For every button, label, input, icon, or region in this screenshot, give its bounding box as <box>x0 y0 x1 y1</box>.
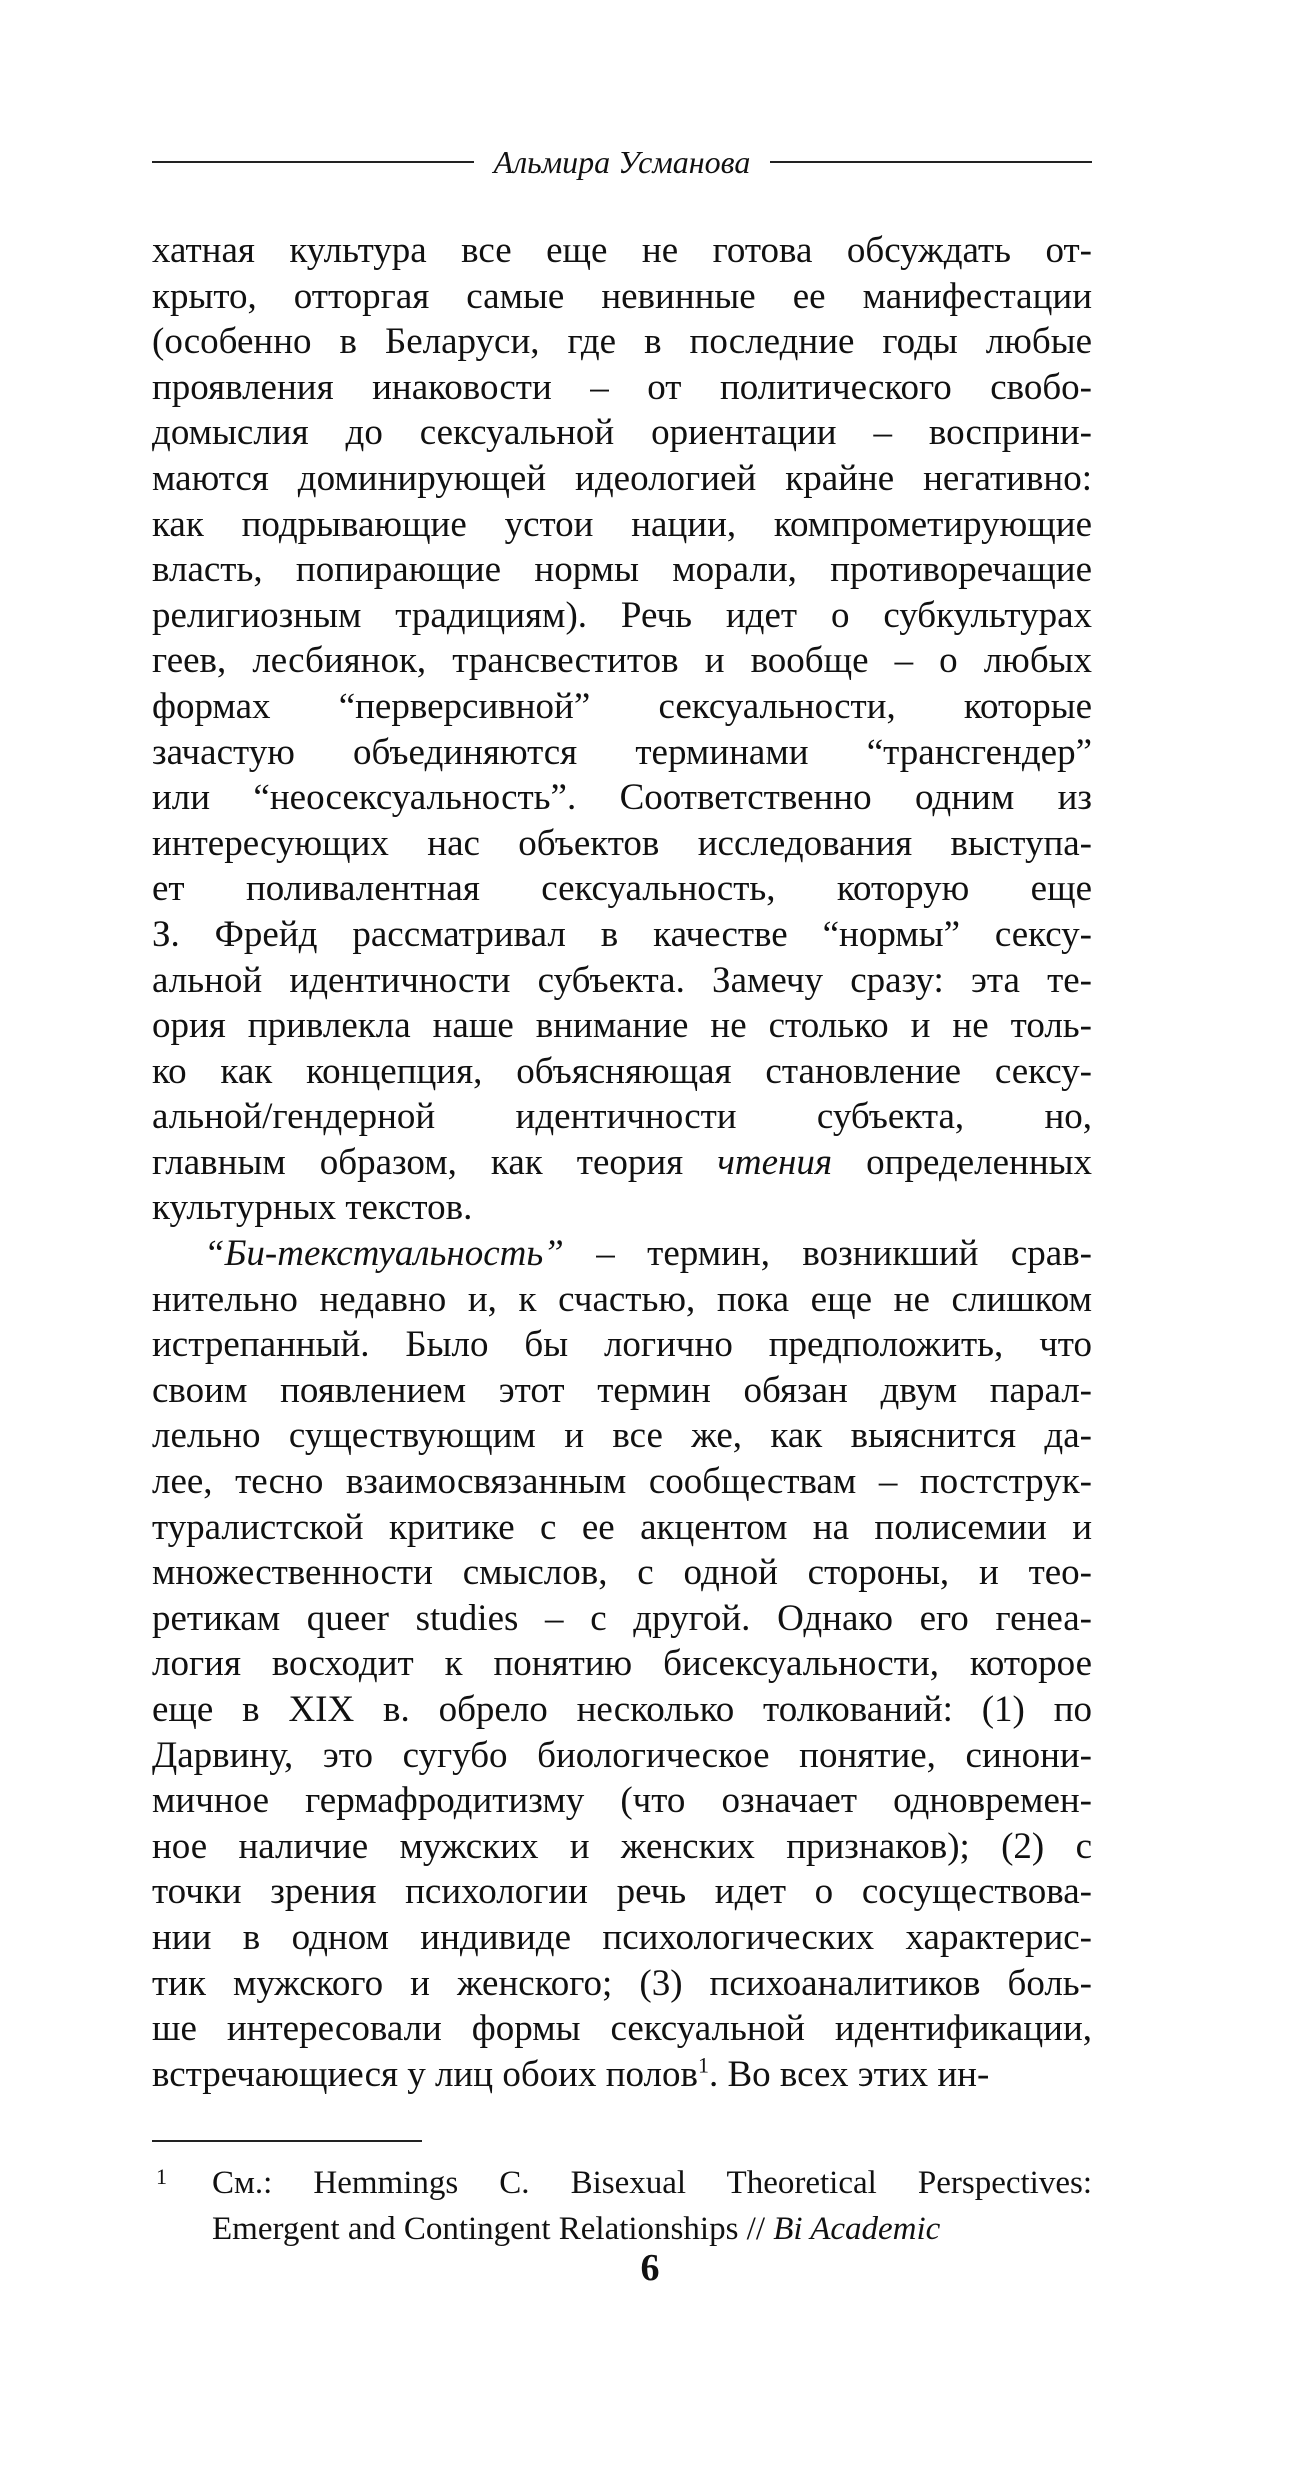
text-line: еще в XIX в. обрело несколько толкований: (1) по <box>152 1689 1092 1730</box>
footnote-italic-title: Bi Academic <box>773 2211 941 2247</box>
text-line: интересующих нас объектов исследования выступа- <box>152 822 1092 864</box>
page-number: 6 <box>640 2247 660 2289</box>
text-line: крыто, отторгая самые невинные ее манифестации <box>152 275 1092 317</box>
text-line: тик мужского и женского; (3) психоаналитиков боль- <box>152 1962 1092 2004</box>
italic-term-reading: чтения <box>717 1141 833 1183</box>
text-line: своим появлением этот термин обязан двум парал- <box>152 1369 1092 1411</box>
text-line: домыслия до сексуальной ориентации – восприни- <box>152 412 1092 454</box>
text-line: точки зрения психологии речь идет о сосуществова- <box>152 1871 1092 1913</box>
text-line: Дарвину, это сугубо биологическое понятие, синони- <box>152 1734 1092 1776</box>
italic-term-bitextuality: “Би-текстуальность” <box>204 1233 564 1275</box>
text-line: истрепанный. Было бы логично предположить, что <box>152 1324 1092 1366</box>
text-line: ко как концепция, объясняющая становление сексу- <box>152 1050 1092 1092</box>
text-line: или “неосексуальность”. Соответственно одним из <box>152 777 1092 819</box>
body-text <box>152 228 1092 2097</box>
text-line: религиозным традициям). Речь идет о субкультурах <box>152 594 1092 636</box>
text-line: З. Фрейд рассматривал в качестве “нормы” сексу- <box>152 913 1092 955</box>
text-line: культурных текстов. <box>152 1187 473 1229</box>
footnote-line-2: Emergent and Contingent Relationships // Bi Academic <box>212 2211 941 2247</box>
text-line: главным образом, как теория чтения определенных <box>152 1141 1092 1183</box>
running-header-author: Альмира Усманова <box>493 143 751 180</box>
header-rule-right <box>770 161 1092 163</box>
text-line: мичное гермафродитизму (что означает одновремен- <box>152 1780 1092 1822</box>
text-line: ет поливалентная сексуальность, которую еще <box>152 868 1092 910</box>
text-line: проявления инаковости – от политического свобо- <box>152 366 1092 408</box>
text-line: альной идентичности субъекта. Замечу сразу: эта те- <box>152 959 1092 1001</box>
text-line: нительно недавно и, к счастью, пока еще не слишком <box>152 1278 1092 1320</box>
text-line: маются доминирующей идеологией крайне негативно: <box>152 457 1092 499</box>
text-line: зачастую объединяются терминами “трансгендер” <box>152 731 1092 773</box>
paragraph-2 <box>152 1277 1092 2052</box>
paragraph-1 <box>152 228 1092 1140</box>
text-line: туралистской критике с ее акцентом на полисемии и <box>152 1506 1092 1548</box>
header-rule-left <box>152 161 474 163</box>
text-line: ное наличие мужских и женских признаков); (2) с <box>152 1825 1092 1867</box>
text-line: (особенно в Беларуси, где в последние годы любые <box>152 321 1092 363</box>
text-line: лельно существующим и все же, как выяснится да- <box>152 1415 1092 1457</box>
footnote-reference[interactable]: 1 <box>698 2052 709 2078</box>
text-line: как подрывающие устои нации, компрометирующие <box>152 503 1092 545</box>
footnote-number: 1 <box>156 2164 167 2189</box>
text-line: логия восходит к понятию бисексуальности, которое <box>152 1643 1092 1685</box>
text-line: хатная культура все еще не готова обсуждать от- <box>152 230 1092 271</box>
text-line: геев, лесбиянок, трансвеститов и вообще – о любых <box>152 640 1092 682</box>
text-line: формах “перверсивной” сексуальности, которые <box>152 685 1092 727</box>
text-line-last: встречающиеся у лиц обоих полов$^1$. Во всех этих ин- <box>152 2052 990 2095</box>
text-line: ретикам queer studies – с другой. Однако его генеа- <box>152 1597 1092 1639</box>
footnote <box>152 2160 1092 2252</box>
footnote-rule <box>152 2140 422 2142</box>
text-line: ше интересовали формы сексуальной идентификации, <box>152 2008 1092 2050</box>
text-line: альной/гендерной идентичности субъекта, но, <box>152 1096 1092 1138</box>
text-line: множественности смыслов, с одной стороны, и тео- <box>152 1552 1092 1594</box>
text-line: власть, попирающие нормы морали, противоречащие <box>152 549 1092 591</box>
running-header <box>152 140 1092 184</box>
paragraph-2-first-line: “Би-текстуальность” – термин, возникший срав- <box>204 1233 1092 1275</box>
footnote-line-1: См.: Hemmings C. Bisexual Theoretical Perspectives: <box>212 2165 1092 2201</box>
text-line: нии в одном индивиде психологических характерис- <box>152 1916 1092 1958</box>
text-line: ория привлекла наше внимание не столько и не толь- <box>152 1005 1092 1047</box>
text-line: лее, тесно взаимосвязанным сообществам – постструк- <box>152 1461 1092 1503</box>
